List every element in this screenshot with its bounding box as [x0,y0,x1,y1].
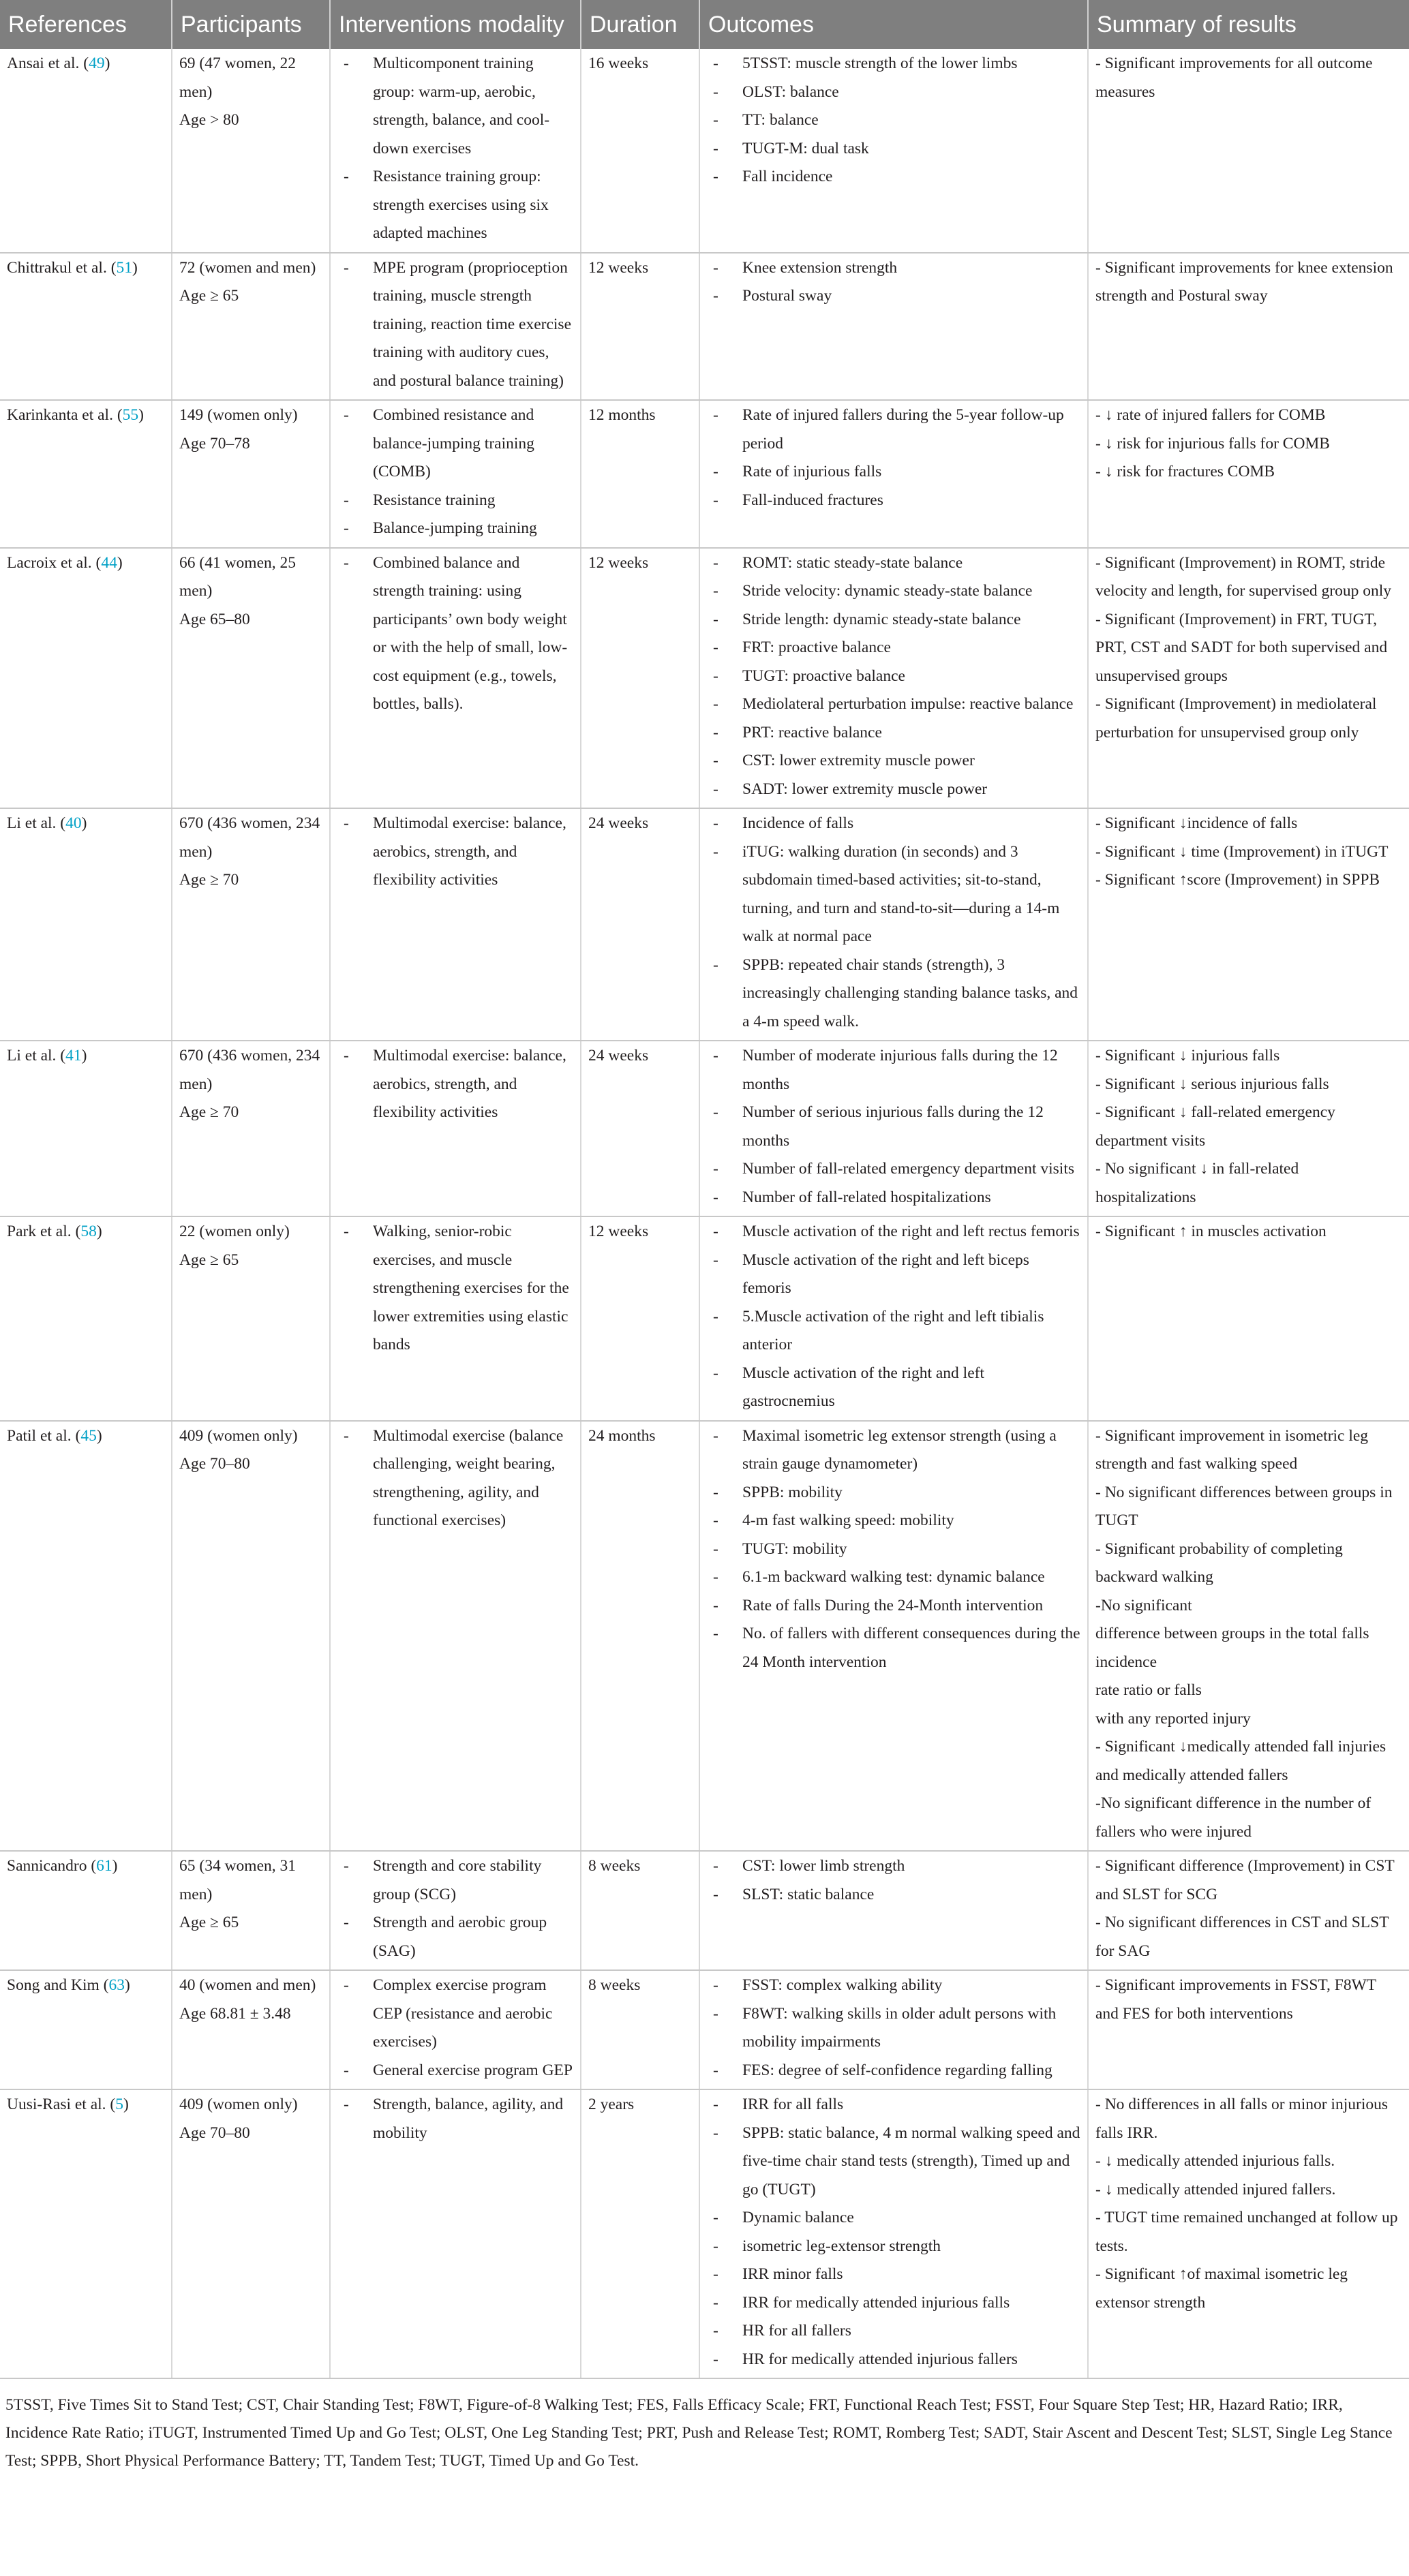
reference-link[interactable]: 44 [101,553,117,572]
outcome-item: - SPPB: repeated chair stands (strength), 3 increasingly challenging standing balance tasks, and a 4-m speed walk. [707,951,1080,1037]
table-row [0,1851,1409,1970]
outcome-item: - FSST: complex walking ability [707,1972,1080,2000]
duration-cell: 24 weeks [581,1041,699,1216]
intervention-item: - Multimodal exercise: balance, aerobics, strength, and flexibility activities [337,810,573,895]
summary-line: - Significant difference (Improvement) in CST and SLST for SCG [1095,1857,1395,1903]
outcome-item: - SADT: lower extremity muscle power [707,776,1080,804]
reference-cell [0,253,172,401]
outcome-item: - Number of fall-related hospitalizations [707,1184,1080,1212]
interventions-list [337,1852,573,1965]
outcome-item: - 6.1-m backward walking test: dynamic balance [707,1563,1080,1592]
participants-line: 69 (47 women, 22 men) [179,55,297,101]
summary-line: - No differences in all falls or minor injurious falls IRR. [1095,2096,1388,2142]
summary-line: - Significant ↑score (Improvement) in SPPB [1095,871,1380,889]
outcome-item: - Rate of falls During the 24-Month intervention [707,1592,1080,1621]
interventions-cell [330,1041,581,1216]
summary-line: - ↓ risk for injurious falls for COMB [1095,434,1330,453]
table-footnote: 5TSST, Five Times Sit to Stand Test; CST, Chair Standing Test; F8WT, Figure-of-8 Walking Test; FES, Falls Efficacy Scale; FRT, Functional Reach Test; FSST, Four Square Step Test; HR, Hazard Ratio; IRR, Incidence Rate Ratio; iTUGT, Instrumented Timed Up and Go Test; OLST, One Leg Standing Test; PRT, Push and Release Test; ROMT, Romberg Test; SADT, Stair Ascent and Descent Test; SLST, Single Leg Stance Test; SPPB, Short Physical Performance Battery; TT, Tandem Test; TUGT, Timed Up and Go Test. [5,2396,1393,2470]
outcome-item: - Muscle activation of the right and left biceps femoris [707,1246,1080,1303]
outcomes-cell [699,1421,1088,1852]
summary-line: - Significant ↓ time (Improvement) in iTUGT [1095,842,1389,861]
participants-cell [172,253,330,401]
summary-line: - Significant improvement in isometric leg strength and fast walking speed [1095,1426,1369,1473]
outcomes-cell [699,1041,1088,1216]
participants-line: Age ≥ 65 [179,1251,239,1269]
duration-cell: 12 months [581,400,699,548]
summary-line: - ↓ risk for fractures COMB [1095,463,1275,480]
participants-cell [172,1421,330,1852]
intervention-item: - Combined balance and strength training: using participants’ own body weight or with the help of small, low-cost equipment (e.g., towels, bottles, balls). [337,549,573,719]
reference-author: Patil et al. ( [7,1426,81,1445]
summary-cell [1088,253,1409,401]
summary-cell [1088,1421,1409,1852]
participants-line: 66 (41 women, 25 men) [179,553,297,600]
duration-cell: 2 years [581,2089,699,2378]
summary-cell [1088,49,1409,253]
intervention-item: - Strength and core stability group (SCG) [337,1852,573,1909]
header-interventions: Interventions modality [330,0,581,49]
summary-cell [1088,400,1409,548]
reference-cell [0,400,172,548]
table-row [0,2089,1409,2378]
summary-line: - Significant ↓incidence of falls [1095,814,1298,832]
outcome-item: - Muscle activation of the right and left gastrocnemius [707,1360,1080,1416]
outcomes-list [707,401,1080,515]
reference-author: Karinkanta et al. ( [7,406,123,424]
interventions-cell [330,1851,581,1970]
header-duration: Duration [581,0,699,49]
outcome-item: - FRT: proactive balance [707,634,1080,662]
participants-cell [172,548,330,809]
intervention-item: - Strength and aerobic group (SAG) [337,1909,573,1965]
participants-line: Age ≥ 70 [179,871,239,889]
reference-author: Li et al. ( [7,814,66,832]
outcome-item: - 5.Muscle activation of the right and left tibialis anterior [707,1303,1080,1360]
summary-line: - ↓ rate of injured fallers for COMB [1095,406,1326,424]
outcome-item: - Maximal isometric leg extensor strength (using a strain gauge dynamometer) [707,1422,1080,1479]
outcomes-list [707,1218,1080,1416]
intervention-item: - Combined resistance and balance-jumping training (COMB) [337,401,573,487]
outcome-item: - FES: degree of self-confidence regarding falling [707,2057,1080,2085]
outcomes-list [707,549,1080,804]
summary-line: - Significant ↓ serious injurious falls [1095,1075,1329,1093]
reference-cell [0,808,172,1041]
intervention-item: - Walking, senior-robic exercises, and muscle strengthening exercises for the lower extremities using elastic bands [337,1218,573,1360]
reference-cell [0,1041,172,1216]
reference-author: Li et al. ( [7,1047,66,1064]
interventions-cell [330,253,581,401]
outcome-item: - IRR for all falls [707,2091,1080,2119]
duration-cell: 24 weeks [581,808,699,1041]
outcome-item: - PRT: reactive balance [707,719,1080,748]
summary-line: - Significant ↓ injurious falls [1095,1047,1280,1064]
outcome-item: - CST: lower limb strength [707,1852,1080,1881]
outcomes-cell [699,400,1088,548]
reference-cell [0,548,172,809]
outcome-item: - Dynamic balance [707,2204,1080,2233]
outcome-item: - Fall-induced fractures [707,487,1080,515]
interventions-cell [330,548,581,809]
outcome-item: - Fall incidence [707,163,1080,191]
interventions-cell [330,49,581,253]
summary-cell [1088,808,1409,1041]
intervention-item: - Balance-jumping training [337,515,573,543]
intervention-item: - MPE program (proprioception training, muscle strength training, reaction time exercise training with auditory cues, and postural balance training) [337,254,573,396]
summary-cell [1088,1216,1409,1421]
summary-line: -No significant [1095,1596,1192,1614]
summary-line: - TUGT time remained unchanged at follow up tests. [1095,2209,1398,2255]
table-row [0,1041,1409,1216]
reference-link[interactable]: 45 [80,1426,97,1445]
intervention-item: - Resistance training [337,487,573,515]
reference-close: ) [96,1223,102,1240]
outcome-item: - Stride length: dynamic steady-state balance [707,606,1080,634]
outcomes-list [707,1042,1080,1212]
reference-link[interactable]: 5 [115,2096,123,2113]
outcome-item: - TUGT: proactive balance [707,662,1080,691]
participants-line: Age 65–80 [179,610,250,628]
interventions-cell [330,1421,581,1852]
outcome-item: - isometric leg-extensor strength [707,2233,1080,2261]
participants-line: Age ≥ 65 [179,1914,239,1931]
header-outcomes: Outcomes [699,0,1088,49]
outcome-item: - SPPB: static balance, 4 m normal walking speed and five-time chair stand tests (strength), Timed up and go (TUGT) [707,2119,1080,2205]
table-row [0,49,1409,253]
header-references: References [0,0,172,49]
outcome-item: - Postural sway [707,282,1080,311]
participants-line: Age 68.81 ± 3.48 [179,2004,291,2023]
reference-close: ) [123,2096,129,2113]
reference-cell [0,1421,172,1852]
outcome-item: - Number of serious injurious falls during the 12 months [707,1099,1080,1155]
summary-line: - Significant (Improvement) in mediolateral perturbation for unsupervised group only [1095,695,1377,741]
duration-cell: 12 weeks [581,1216,699,1421]
reference-cell [0,1216,172,1421]
summary-line: - No significant ↓ in fall-related hospitalizations [1095,1160,1299,1206]
reference-author: Chittrakul et al. ( [7,258,117,277]
duration-cell: 24 months [581,1421,699,1852]
reference-close: ) [124,1976,130,1994]
outcome-item: - Incidence of falls [707,810,1080,838]
summary-line: - Significant ↑of maximal isometric leg extensor strength [1095,2265,1348,2312]
summary-line: - No significant differences in CST and SLST for SAG [1095,1914,1389,1960]
outcome-item: - SLST: static balance [707,1881,1080,1910]
participants-line: 65 (34 women, 31 men) [179,1857,297,1903]
outcome-item: - Muscle activation of the right and left rectus femoris [707,1218,1080,1246]
participants-cell [172,1851,330,1970]
interventions-list [337,1042,573,1127]
intervention-item: - Strength, balance, agility, and mobility [337,2091,573,2147]
outcome-item: - TUGT: mobility [707,1535,1080,1564]
summary-cell [1088,1041,1409,1216]
participants-line: 22 (women only) [179,1223,290,1240]
intervention-item: - Multimodal exercise (balance challenging, weight bearing, strengthening, agility, and functional exercises) [337,1422,573,1535]
summary-cell [1088,548,1409,809]
outcome-item: - Knee extension strength [707,254,1080,283]
outcome-item: - HR for medically attended injurious fallers [707,2346,1080,2374]
header-summary: Summary of results [1088,0,1409,49]
reference-close: ) [112,1857,118,1875]
reference-cell [0,49,172,253]
outcomes-list [707,1972,1080,2085]
outcome-item: - SPPB: mobility [707,1479,1080,1507]
reference-close: ) [132,258,138,277]
participants-cell [172,1970,330,2089]
summary-cell [1088,1970,1409,2089]
summary-line: rate ratio or falls [1095,1681,1202,1699]
reference-close: ) [104,55,110,72]
header-participants: Participants [172,0,330,49]
interventions-list [337,2091,573,2147]
summary-line: - Significant improvements for all outcome measures [1095,55,1373,101]
interventions-cell [330,400,581,548]
participants-line: Age 70–78 [179,434,250,453]
outcome-item: - TT: balance [707,106,1080,135]
participants-line: 670 (436 women, 234 men) [179,1047,320,1093]
outcomes-cell [699,2089,1088,2378]
summary-line: - Significant ↓ fall-related emergency department visits [1095,1103,1335,1150]
duration-cell: 12 weeks [581,253,699,401]
participants-cell [172,400,330,548]
reference-close: ) [81,814,87,832]
participants-cell [172,808,330,1041]
table-row [0,1216,1409,1421]
intervention-item: - General exercise program GEP [337,2057,573,2085]
table-body [0,49,1409,2378]
summary-line: - ↓ medically attended injured fallers. [1095,2180,1336,2198]
summary-line: - Significant probability of completing backward walking [1095,1539,1343,1586]
outcome-item: - ROMT: static steady-state balance [707,549,1080,578]
outcome-item: - OLST: balance [707,78,1080,107]
summary-line: - Significant (Improvement) in FRT, TUGT, PRT, CST and SADT for both supervised and unsupervised groups [1095,610,1388,685]
reference-author: Sannicandro ( [7,1857,97,1875]
outcome-item: - Number of moderate injurious falls during the 12 months [707,1042,1080,1099]
intervention-item: - Multicomponent training group: warm-up, aerobic, strength, balance, and cool-down exercises [337,50,573,163]
table-row [0,400,1409,548]
outcome-item: - Rate of injurious falls [707,458,1080,487]
summary-line: with any reported injury [1095,1709,1251,1728]
summary-line: - ↓ medically attended injurious falls. [1095,2152,1335,2170]
table-header [0,0,1409,49]
participants-line: Age 70–80 [179,1455,250,1473]
duration-cell: 16 weeks [581,49,699,253]
summary-line: - Significant ↓medically attended fall injuries and medically attended fallers [1095,1738,1387,1784]
outcome-item: - Rate of injured fallers during the 5-year follow-up period [707,401,1080,458]
participants-line: 72 (women and men) [179,258,316,277]
outcome-item: - IRR minor falls [707,2260,1080,2289]
outcome-item: - TUGT-M: dual task [707,135,1080,164]
duration-cell: 8 weeks [581,1970,699,2089]
outcome-item: - 4-m fast walking speed: mobility [707,1507,1080,1535]
outcomes-list [707,810,1080,1036]
outcome-item: - Number of fall-related emergency department visits [707,1155,1080,1184]
outcome-item: - Mediolateral perturbation impulse: reactive balance [707,690,1080,719]
reference-author: Uusi-Rasi et al. ( [7,2096,116,2113]
reference-link[interactable]: 58 [80,1223,97,1240]
participants-line: 670 (436 women, 234 men) [179,814,320,861]
outcomes-list [707,1852,1080,1909]
summary-line: difference between groups in the total falls incidence [1095,1625,1369,1671]
outcome-item: - CST: lower extremity muscle power [707,747,1080,776]
participants-cell [172,1216,330,1421]
interventions-list [337,1972,573,2085]
interventions-list [337,1422,573,1535]
interventions-list [337,549,573,719]
intervention-item: - Complex exercise program CEP (resistance and aerobic exercises) [337,1972,573,2057]
interventions-list [337,254,573,396]
summary-line: -No significant difference in the number of fallers who were injured [1095,1794,1372,1841]
participants-line: 409 (women only) [179,2096,298,2113]
participants-line: Age ≥ 70 [179,1103,239,1121]
outcomes-cell [699,49,1088,253]
summary-line: - Significant ↑ in muscles activation [1095,1223,1327,1240]
outcomes-list [707,254,1080,311]
reference-author: Ansai et al. ( [7,55,89,72]
outcomes-list [707,50,1080,191]
outcomes-cell [699,1970,1088,2089]
reference-link[interactable]: 40 [65,814,82,832]
participants-line: Age ≥ 65 [179,287,239,305]
interventions-cell [330,2089,581,2378]
duration-cell: 12 weeks [581,548,699,809]
interventions-list [337,810,573,895]
participants-line: Age 70–80 [179,2123,250,2142]
participants-line: 409 (women only) [179,1426,298,1445]
summary-line: - Significant (Improvement) in ROMT, stride velocity and length, for supervised group only [1095,553,1392,600]
reference-close: ) [81,1047,87,1064]
reference-link[interactable]: 41 [65,1047,82,1064]
summary-cell [1088,1851,1409,1970]
reference-link[interactable]: 51 [116,258,133,277]
intervention-item: - Resistance training group: strength exercises using six adapted machines [337,163,573,248]
outcomes-list [707,1422,1080,1677]
participants-line: 149 (women only) [179,406,298,424]
participants-cell [172,2089,330,2378]
reference-author: Lacroix et al. ( [7,553,102,572]
reference-close: ) [96,1426,102,1445]
reference-cell [0,1851,172,1970]
intervention-item: - Multimodal exercise: balance, aerobics, strength, and flexibility activities [337,1042,573,1127]
interventions-list [337,50,573,248]
reference-link[interactable]: 63 [108,1976,125,1994]
table-row [0,548,1409,809]
reference-link[interactable]: 49 [89,55,105,72]
outcomes-cell [699,1216,1088,1421]
interventions-list [337,1218,573,1360]
interventions-cell [330,1970,581,2089]
participants-line: Age > 80 [179,111,239,129]
reference-close: ) [138,406,144,424]
summary-line: - Significant improvements in FSST, F8WT and FES for both interventions [1095,1976,1376,2023]
interventions-cell [330,1216,581,1421]
outcome-item: - No. of fallers with different consequences during the 24 Month intervention [707,1620,1080,1676]
table-row [0,808,1409,1041]
reference-author: Park et al. ( [7,1223,81,1240]
outcomes-cell [699,808,1088,1041]
outcome-item: - Stride velocity: dynamic steady-state balance [707,577,1080,606]
summary-line: - Significant improvements for knee extension strength and Postural sway [1095,258,1393,305]
interventions-list [337,401,573,543]
table-row [0,1970,1409,2089]
outcome-item: - 5TSST: muscle strength of the lower limbs [707,50,1080,78]
outcomes-cell [699,253,1088,401]
outcome-item: - IRR for medically attended injurious falls [707,2289,1080,2318]
reference-close: ) [117,553,123,572]
reference-cell [0,2089,172,2378]
outcome-item: - iTUG: walking duration (in seconds) and 3 subdomain timed-based activities; sit-to-stand, turning, and turn and stand-to-sit—during a 14-m walk at normal pace [707,838,1080,951]
duration-cell: 8 weeks [581,1851,699,1970]
outcome-item: - F8WT: walking skills in older adult persons with mobility impairments [707,2000,1080,2057]
interventions-cell [330,808,581,1041]
table-row [0,253,1409,401]
outcome-item: - HR for all fallers [707,2317,1080,2346]
reference-author: Song and Kim ( [7,1976,109,1994]
reference-link[interactable]: 61 [96,1857,112,1875]
reference-cell [0,1970,172,2089]
participants-cell [172,49,330,253]
participants-line: 40 (women and men) [179,1976,316,1994]
table-row [0,1421,1409,1852]
reference-link[interactable]: 55 [122,406,139,424]
participants-cell [172,1041,330,1216]
outcomes-list [707,2091,1080,2374]
outcomes-cell [699,548,1088,809]
summary-line: - No significant differences between groups in TUGT [1095,1483,1393,1529]
summary-cell [1088,2089,1409,2378]
header-row [0,0,1409,49]
outcomes-cell [699,1851,1088,1970]
